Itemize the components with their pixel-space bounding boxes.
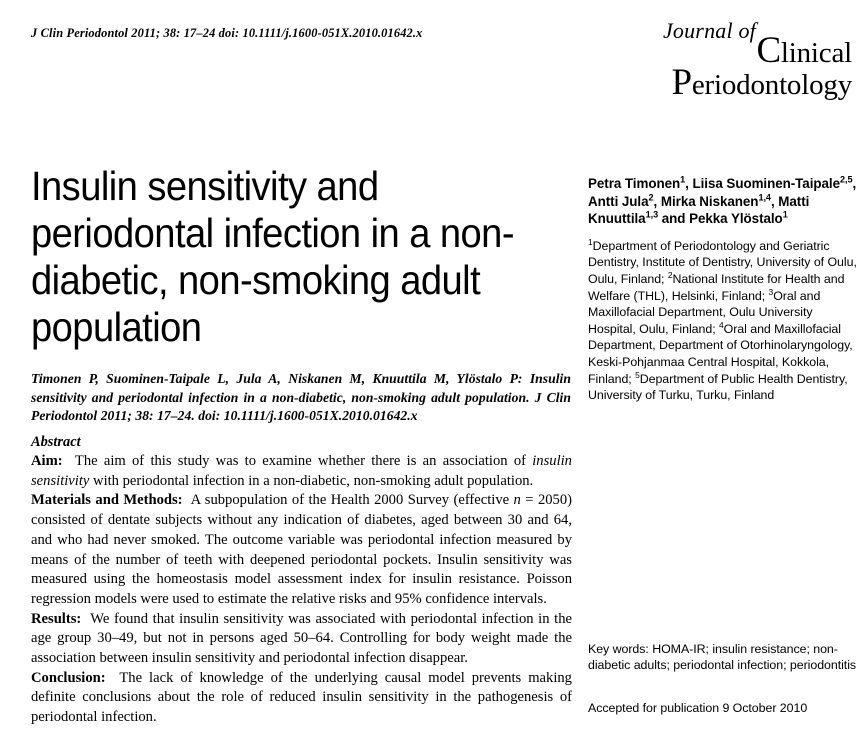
affiliation-marker: 2 bbox=[667, 269, 673, 280]
abstract-conclusion-paragraph bbox=[31, 669, 572, 728]
article-left-column bbox=[31, 163, 572, 726]
running-head-citation: J Clin Periodontol 2011; 38: 17–24 doi: 10.1111/j.1600-051X.2010.01642.x bbox=[31, 26, 423, 40]
abstract-aim-italic-term: insulin sensitivity bbox=[31, 453, 572, 489]
abstract-methods-text-1: A subpopulation of the Health 2000 Survey (effective bbox=[190, 492, 514, 509]
abstract-methods-label: Materials and Methods: bbox=[31, 492, 183, 509]
affiliation-text: Oral and Maxillofacial Department, Department of Otorhinolaryngology, Keski-Pohjanmaa Central Hospital, Kokkola, Finland; bbox=[588, 321, 853, 386]
affiliation-marker: 5 bbox=[635, 369, 640, 380]
abstract-aim-paragraph bbox=[31, 452, 572, 491]
keywords-label: Key words: bbox=[588, 642, 649, 656]
abstract-aim-text-1: The aim of this study was to examine whether there is an association of bbox=[74, 453, 533, 469]
affiliation-marker: 3 bbox=[768, 286, 774, 297]
author-name: Mirka Niskanen bbox=[660, 193, 759, 209]
author-list: Petra Timonen$^1$, Liisa Suominen-Taipale$^{2,5}$, Antti Jula$^2$, Mirka Niskanen$^{1,4}$, Matti Knuuttila$^{1,3}$ and Pekka Ylöstalo$^1$ bbox=[588, 174, 857, 227]
journal-logo-line-journal-of: Journal of bbox=[662, 18, 756, 43]
author-name: Liisa Suominen-Taipale bbox=[692, 176, 840, 191]
author-name: and Pekka Ylöstalo bbox=[661, 211, 783, 227]
abstract-results-label: Results: bbox=[31, 610, 82, 627]
abstract-methods-sample-size-symbol: n bbox=[513, 492, 521, 509]
keywords-block bbox=[588, 641, 866, 674]
author-affiliation-marker: 1,4 bbox=[758, 192, 771, 203]
abstract-section bbox=[31, 434, 572, 728]
journal-logo-periodontology-cap: P bbox=[671, 62, 692, 103]
affiliation-text: Department of Public Health Dentistry, University of Turku, Turku, Finland bbox=[588, 371, 848, 403]
author-affiliation-marker: 1,3 bbox=[645, 209, 659, 220]
author-affiliation-marker: 1 bbox=[782, 209, 788, 220]
affiliation-text: Oral and Maxillofacial Department, Oulu University Hospital, Oulu, Finland; bbox=[588, 288, 821, 336]
page-title: Insulin sensitivity and periodontal infection in a non-diabetic, non-smoking adult population bbox=[31, 163, 514, 350]
author-affiliation-marker: 1 bbox=[680, 174, 686, 185]
abstract-methods-text-2: = 2050) consisted of dentate subjects without any indication of diabetes, aged between 30 and 64, and who had never smoked. The outcome variable was periodontal infection measured by means of the number of teeth with deepened periodontal pockets. Insulin sensitivity was measured using the homeostasis model assessment index for insulin resistance. Poisson regression models were used to estimate the relative risks and 95% confidence intervals. bbox=[31, 492, 572, 607]
author-name: Petra Timonen bbox=[588, 176, 681, 191]
journal-logo bbox=[622, 18, 852, 103]
journal-logo-periodontology-rest: eriodontology bbox=[691, 69, 852, 101]
abstract-results-paragraph bbox=[31, 610, 572, 669]
author-name: Antti Jula bbox=[588, 193, 649, 209]
full-citation-block: Timonen P, Suominen-Taipale L, Jula A, Niskanen M, Knuuttila M, Ylöstalo P: Insulin sensitivity and periodontal infection in a non-diabetic, non-smoking adult population. J Clin Periodontol 2011; 38: 17–24. doi: 10.1111/j.1600-051X.2010.01642.x bbox=[31, 371, 571, 424]
abstract-conclusion-text: The lack of knowledge of the underlying causal model prevents making definite conclusions about the role of reduced insulin sensitivity in the pathogenesis of periodontal infection. bbox=[31, 669, 572, 726]
affiliation-list bbox=[588, 238, 860, 404]
journal-logo-line-periodontology bbox=[672, 61, 853, 104]
abstract-aim-label: Aim: bbox=[31, 453, 63, 469]
abstract-conclusion-label: Conclusion: bbox=[31, 669, 106, 686]
abstract-results-text: We found that insulin sensitivity was associated with periodontal infection in the age group 30–49, but not in persons aged 50–64. Controlling for body weight made the association between insulin sensitivity and periodontal infection disappear. bbox=[31, 610, 572, 667]
journal-logo-clinical-rest: linical bbox=[780, 37, 852, 69]
affiliation-marker: 1 bbox=[588, 236, 593, 247]
affiliation-marker: 4 bbox=[718, 319, 724, 330]
abstract-heading: Abstract bbox=[31, 434, 81, 450]
article-right-column bbox=[588, 175, 860, 404]
author-name: Matti Knuuttila bbox=[588, 193, 810, 227]
abstract-aim-text-2: with periodontal infection in a non-diabetic, non-smoking adult population. bbox=[89, 472, 534, 489]
accepted-date: Accepted for publication 9 October 2010 bbox=[588, 701, 808, 715]
abstract-methods-paragraph bbox=[31, 491, 572, 609]
affiliation-text: Department of Periodontology and Geriatric Dentistry, Institute of Dentistry, University of Oulu, Oulu, Finland; bbox=[588, 238, 857, 286]
journal-logo-clinical-cap: C bbox=[756, 30, 781, 71]
keywords-text: HOMA-IR; insulin resistance; non-diabetic adults; periodontal infection; periodontitis bbox=[588, 642, 857, 673]
author-affiliation-marker: 2,5 bbox=[839, 174, 853, 185]
affiliation-text: National Institute for Health and Welfare (THL), Helsinki, Finland; bbox=[588, 271, 845, 303]
author-affiliation-marker: 2 bbox=[648, 192, 654, 203]
